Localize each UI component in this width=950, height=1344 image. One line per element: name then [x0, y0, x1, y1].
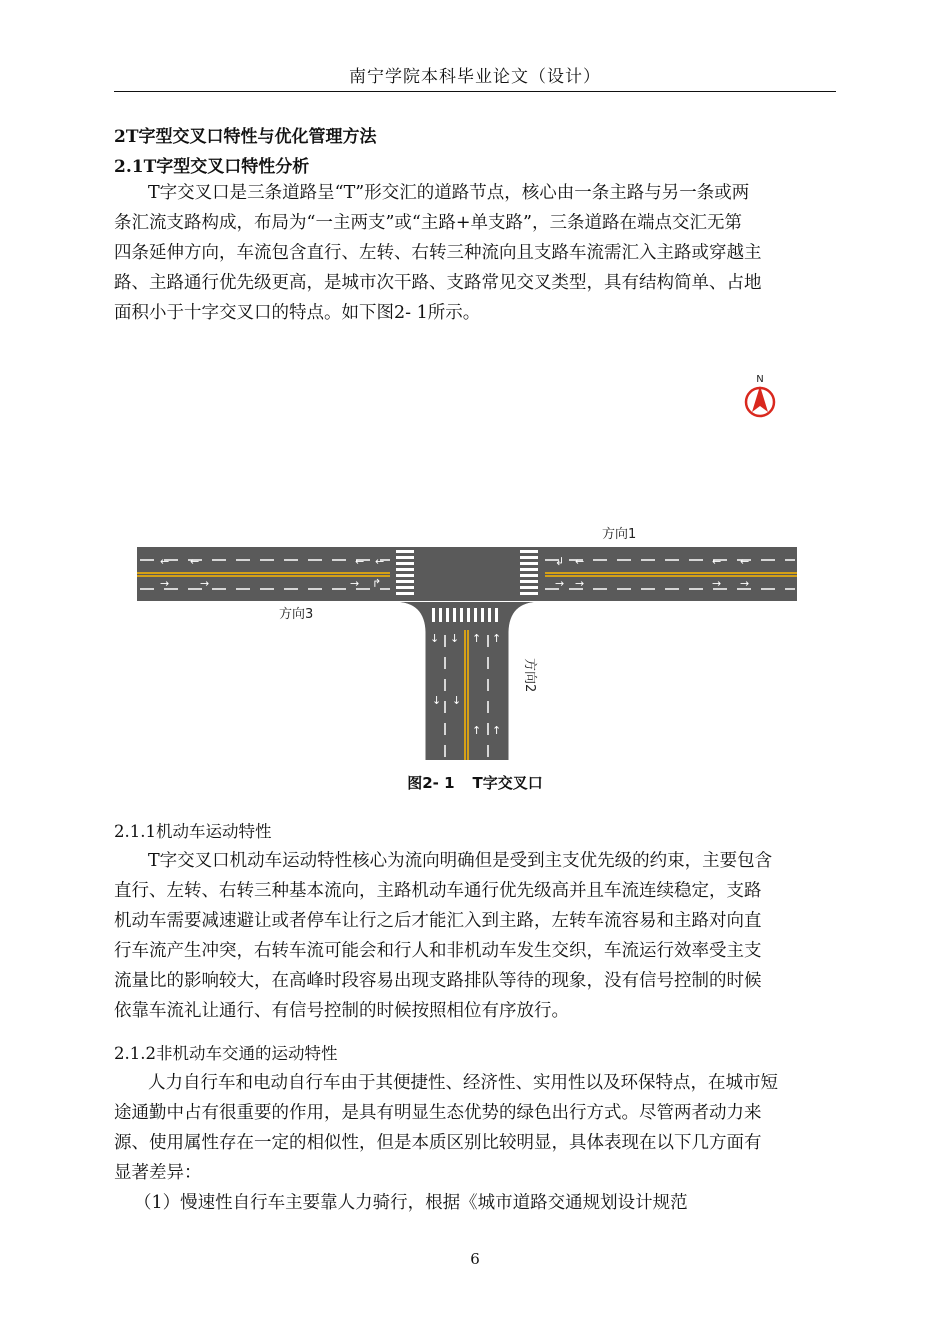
t-intersection-figure	[0, 360, 950, 770]
paragraph-line: 行车流产生冲突，右转车流可能会和行人和非机动车发生交织，车流运行效率受主支	[114, 941, 762, 961]
paragraph-line: 直行、左转、右转三种基本流向，主路机动车通行优先级高并且车流连续稳定，支路	[114, 881, 762, 901]
direction-label-2: 方向2	[522, 658, 537, 693]
svg-text:←: ←	[355, 555, 365, 568]
sub2-heading: 2.1.2非机动车交通的运动特性	[114, 1044, 338, 1063]
svg-text:→: →	[555, 577, 565, 590]
figure-caption-title: T字交叉口	[472, 774, 543, 792]
svg-text:→: →	[200, 577, 210, 590]
svg-text:→: →	[740, 577, 750, 590]
svg-text:→: →	[575, 577, 585, 590]
sub1-heading: 2.1.1机动车运动特性	[114, 822, 272, 841]
paragraph-line: 依靠车流礼让通行、有信号控制的时候按照相位有序放行。	[114, 1001, 569, 1021]
svg-text:→: →	[160, 577, 170, 590]
svg-text:↑: ↑	[472, 632, 482, 645]
svg-text:←: ←	[712, 555, 722, 568]
svg-text:↱: ↱	[372, 577, 382, 590]
figure-caption	[0, 772, 950, 793]
svg-text:↓: ↓	[450, 632, 460, 645]
svg-text:←: ←	[160, 555, 170, 568]
paragraph-line: 显著差异：	[114, 1163, 202, 1183]
page-header: 南宁学院本科毕业论文（设计）	[349, 67, 601, 87]
page-number: 6	[470, 1250, 480, 1268]
svg-text:←: ←	[740, 555, 750, 568]
paragraph-line: T字交叉口机动车运动特性核心为流向明确但是受到主支优先级的约束，主要包含	[148, 851, 773, 871]
svg-text:↓: ↓	[432, 694, 442, 707]
svg-text:↑: ↑	[492, 632, 502, 645]
direction-label-1: 方向1	[602, 527, 637, 542]
svg-text:↑: ↑	[472, 724, 482, 737]
paragraph-vehicle	[114, 846, 836, 1026]
paragraph-line: 条汇流支路构成，布局为“一主两支”或“主路+单支路”，三条道路在端点交汇无第	[114, 213, 742, 233]
paragraph-line: 源、使用属性存在一定的相似性，但是本质区别比较明显，具体表现在以下几方面有	[114, 1133, 762, 1153]
paragraph-intro	[114, 178, 836, 328]
svg-text:←: ←	[375, 555, 385, 568]
direction-label-3: 方向3	[279, 607, 314, 622]
section-heading: 2T字型交叉口特性与优化管理方法	[114, 127, 377, 147]
svg-text:↲: ↲	[555, 555, 565, 568]
svg-text:→: →	[712, 577, 722, 590]
paragraph-line: 路、主路通行优先级更高，是城市次干路、支路常见交叉类型，具有结构简单、占地	[114, 273, 762, 293]
paragraph-line: 途通勤中占有很重要的作用，是具有明显生态优势的绿色出行方式。尽管两者动力来	[114, 1103, 762, 1123]
svg-text:↓: ↓	[452, 694, 462, 707]
paragraph-line: T字交叉口是三条道路呈“T”形交汇的道路节点，核心由一条主路与另一条或两	[148, 183, 750, 203]
svg-text:↓: ↓	[430, 632, 440, 645]
svg-text:←: ←	[190, 555, 200, 568]
paragraph-line: 机动车需要减速避让或者停车让行之后才能汇入到主路，左转车流容易和主路对向直	[114, 911, 762, 931]
svg-text:→: →	[350, 577, 360, 590]
compass-icon	[746, 374, 774, 416]
paragraph-line: 人力自行车和电动自行车由于其便捷性、经济性、实用性以及环保特点，在城市短	[148, 1073, 778, 1093]
paragraph-line: 四条延伸方向，车流包含直行、左转、右转三种流向且支路车流需汇入主路或穿越主	[114, 243, 762, 263]
paragraph-line: 流量比的影响较大，在高峰时段容易出现支路排队等待的现象，没有信号控制的时候	[114, 971, 762, 991]
paragraph-line: 面积小于十字交叉口的特点。如下图2- 1所示。	[114, 303, 481, 323]
header-divider	[114, 91, 836, 92]
svg-text:←: ←	[575, 555, 585, 568]
svg-text:↑: ↑	[492, 724, 502, 737]
subsection-heading: 2.1T字型交叉口特性分析	[114, 157, 310, 177]
list-item: （1）慢速性自行车主要靠人力骑行，根据《城市道路交通规划设计规范	[134, 1193, 688, 1213]
paragraph-nonmotor	[114, 1068, 836, 1218]
figure-caption-label: 图2- 1	[407, 774, 455, 792]
compass-letter: N	[756, 374, 764, 385]
